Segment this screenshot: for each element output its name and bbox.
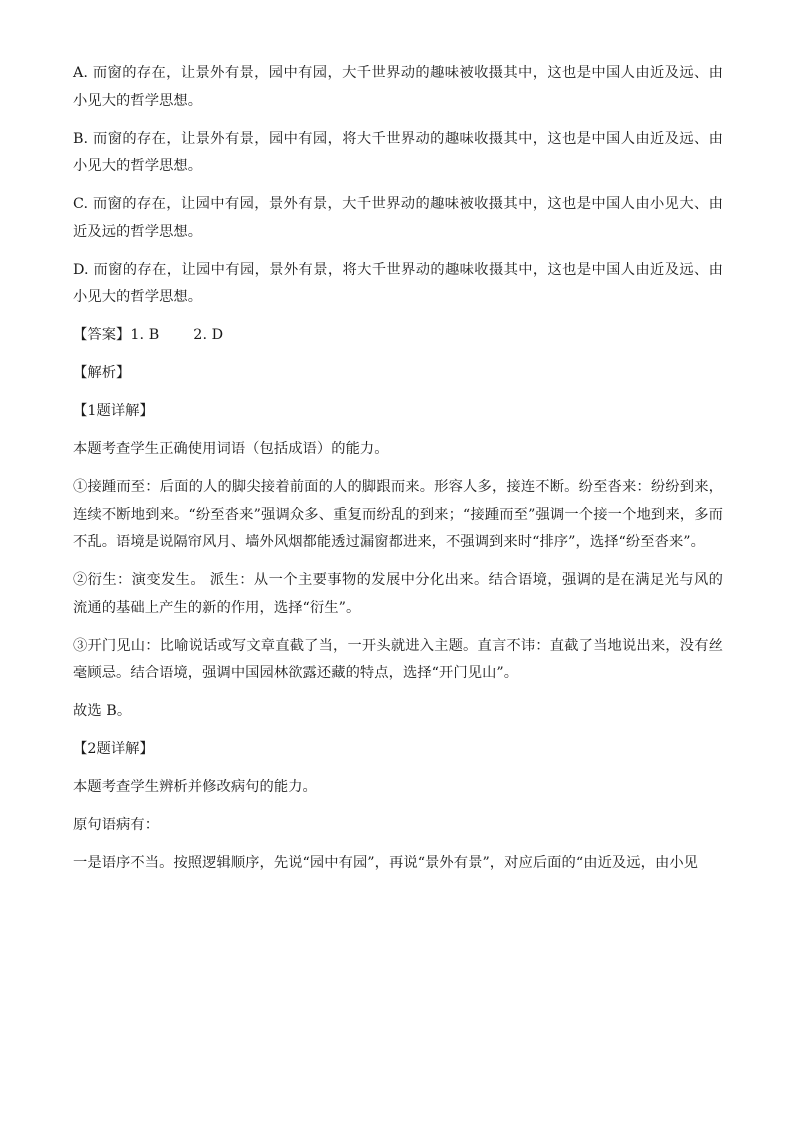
- option-a: A. 而窗的存在，让景外有景，园中有园，大千世界动的趣味被收摄其中，这也是中国人由近及远、由小见大的哲学思想。: [73, 65, 723, 109]
- q2-paragraph-2: 一是语序不当。按照逻辑顺序，先说“园中有园”，再说“景外有景”，对应后面的“由近及远，由小见: [73, 855, 699, 871]
- option-d: D. 而窗的存在，让园中有园，景外有景，将大千世界动的趣味收摄其中，这也是中国人由近及远、由小见大的哲学思想。: [73, 261, 723, 305]
- answer-second: 2. D: [193, 327, 224, 343]
- q1-paragraph-1: ①接踵而至：后面的人的脚尖接着前面的人的脚跟而来。形容人多，接连不断。纷至沓来：纷纷到来，连续不断地到来。“纷至沓来”强调众多、重复而纷乱的到来；“接踵而至”强调一个接一个地到来，多而不乱。语境是说隔帘风月、墙外风烟都能透过漏窗都进来，不强调到来时“排序”，选择“纷至沓来”。: [73, 479, 723, 550]
- q1-conclusion: 故选 B。: [73, 703, 132, 719]
- option-c: C. 而窗的存在，让园中有园，景外有景，大千世界动的趣味被收摄其中，这也是中国人由小见大、由近及远的哲学思想。: [73, 196, 723, 240]
- q1-paragraph-2: ②衍生：演变发生。 派生：从一个主要事物的发展中分化出来。结合语境，强调的是在满足光与风的流通的基础上产生的新的作用，选择“衍生”。: [73, 572, 723, 616]
- answer-label: 【答案】: [73, 327, 131, 343]
- document-page: [73, 60, 723, 878]
- q2-heading: 【2题详解】: [73, 741, 154, 757]
- q1-intro: 本题考查学生正确使用词语（包括成语）的能力。: [73, 441, 389, 457]
- answer-line: [73, 322, 723, 350]
- option-b: B. 而窗的存在，让景外有景，园中有园，将大千世界动的趣味收摄其中，这也是中国人由近及远、由小见大的哲学思想。: [73, 130, 723, 174]
- answer-first: 1. B: [130, 327, 160, 343]
- q2-paragraph-1: 原句语病有：: [73, 817, 160, 833]
- q2-intro: 本题考查学生辨析并修改病句的能力。: [73, 779, 317, 795]
- analysis-label: 【解析】: [73, 365, 131, 381]
- q1-heading: 【1题详解】: [73, 403, 154, 419]
- q1-paragraph-3: ③开门见山：比喻说话或写文章直截了当，一开头就进入主题。直言不讳：直截了当地说出来，没有丝毫顾忌。结合语境，强调中国园林欲露还藏的特点，选择“开门见山”。: [73, 637, 723, 681]
